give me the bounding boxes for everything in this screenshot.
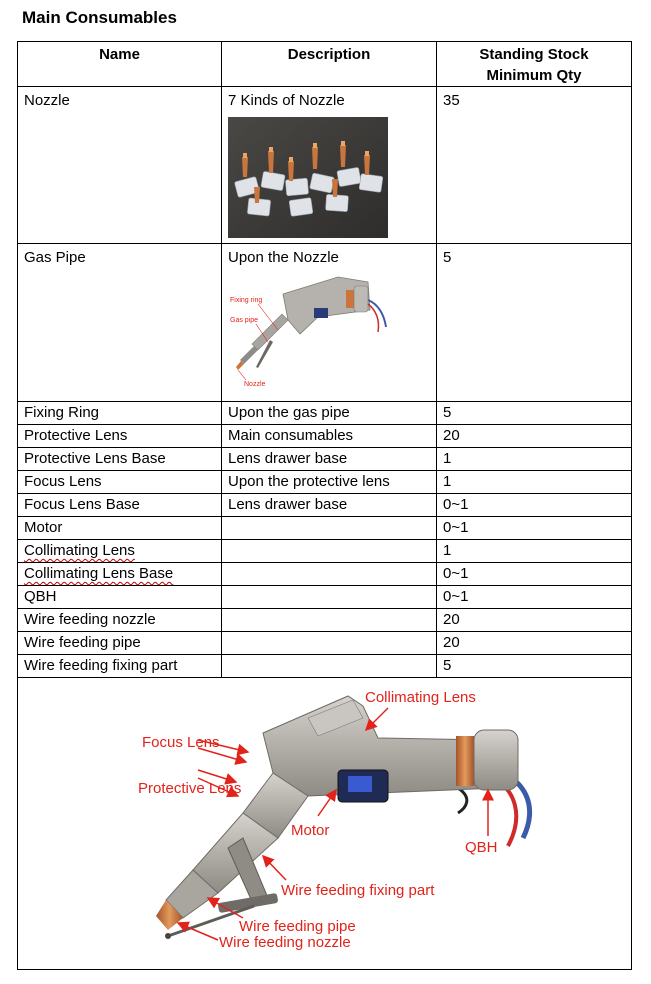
cell-qty: 0~1: [437, 563, 632, 586]
cell-qty: 0~1: [437, 586, 632, 609]
table-row: [18, 609, 632, 632]
cell-description: [222, 517, 437, 540]
welding-gun-diagram: [18, 678, 630, 963]
table-header-row: [18, 42, 632, 87]
table-row: [18, 586, 632, 609]
label-qbh: QBH: [465, 839, 498, 856]
diagram-cell: [18, 678, 632, 970]
cell-description: [222, 655, 437, 678]
table-row: [18, 563, 632, 586]
cell-description: [222, 540, 437, 563]
nozzle-photo: [228, 117, 388, 238]
cell-qty: 0~1: [437, 517, 632, 540]
table-row: [18, 655, 632, 678]
cell-description: Upon the protective lens: [222, 471, 437, 494]
table-row: [18, 448, 632, 471]
label-protective-lens: Protective Lens: [138, 780, 242, 797]
cell-description-text: 7 Kinds of Nozzle: [228, 92, 345, 109]
cell-name: Wire feeding fixing part: [18, 655, 222, 678]
cell-description: Main consumables: [222, 425, 437, 448]
cell-name: Wire feeding pipe: [18, 632, 222, 655]
cell-qty: 20: [437, 632, 632, 655]
cell-name: Motor: [18, 517, 222, 540]
label-nozzle: Nozzle: [244, 381, 266, 388]
cell-name: Focus Lens: [18, 471, 222, 494]
cell-description: [222, 586, 437, 609]
cell-description: [222, 563, 437, 586]
cell-description: [222, 632, 437, 655]
cell-description: [222, 609, 437, 632]
cell-name: Protective Lens Base: [18, 448, 222, 471]
cell-qty: 5: [437, 655, 632, 678]
table-row: [18, 425, 632, 448]
cell-name: Nozzle: [18, 87, 222, 244]
cell-qty: 1: [437, 448, 632, 471]
cell-qty: 1: [437, 540, 632, 563]
label-gas-pipe: Gas pipe: [230, 317, 259, 324]
header-qty-line1: Standing Stock: [479, 46, 589, 63]
page-title: Main Consumables: [22, 8, 177, 27]
consumables-table: [17, 41, 632, 970]
header-qty: [437, 42, 632, 87]
table-row: [18, 517, 632, 540]
cell-qty: 5: [437, 402, 632, 425]
label-focus-lens: Focus Lens: [142, 734, 220, 751]
table-row: [18, 494, 632, 517]
label-motor: Motor: [291, 822, 330, 839]
cell-description-text: Upon the Nozzle: [228, 249, 339, 266]
gas-pipe-diagram: [228, 272, 388, 390]
table-row: [18, 540, 632, 563]
diagram-row: [18, 678, 632, 970]
cell-description: Upon the gas pipe: [222, 402, 437, 425]
cell-name-text: Collimating Lens Base: [24, 565, 174, 582]
label-wire-feeding-nozzle: Wire feeding nozzle: [219, 934, 351, 951]
label-wire-feeding-pipe: Wire feeding pipe: [239, 918, 356, 935]
cell-qty: 20: [437, 609, 632, 632]
label-fixing-ring: Fixing ring: [230, 297, 263, 304]
header-description: Description: [222, 42, 437, 87]
label-collimating-lens: Collimating Lens: [365, 689, 476, 706]
cell-name: Focus Lens Base: [18, 494, 222, 517]
cell-qty: 1: [437, 471, 632, 494]
header-qty-line2: Minimum Qty: [486, 67, 582, 84]
cell-name: Fixing Ring: [18, 402, 222, 425]
table-row: [18, 632, 632, 655]
cell-name: [18, 563, 222, 586]
table-row: [18, 244, 632, 402]
table-row: [18, 471, 632, 494]
cell-description: Lens drawer base: [222, 448, 437, 471]
cell-name: Protective Lens: [18, 425, 222, 448]
cell-name: [18, 540, 222, 563]
cell-name: QBH: [18, 586, 222, 609]
header-name: Name: [18, 42, 222, 87]
cell-name: Gas Pipe: [18, 244, 222, 402]
cell-qty: 5: [437, 244, 632, 402]
cell-name: Wire feeding nozzle: [18, 609, 222, 632]
arrow-fixing-part: [263, 856, 286, 880]
cell-description: [222, 87, 437, 244]
cell-qty: 0~1: [437, 494, 632, 517]
cell-description: [222, 244, 437, 402]
table-row: [18, 402, 632, 425]
cell-qty: 35: [437, 87, 632, 244]
cell-name-text: Collimating Lens: [24, 542, 135, 559]
cell-qty: 20: [437, 425, 632, 448]
label-wire-feeding-fixing-part: Wire feeding fixing part: [281, 882, 435, 899]
table-row: [18, 87, 632, 244]
cell-description: Lens drawer base: [222, 494, 437, 517]
